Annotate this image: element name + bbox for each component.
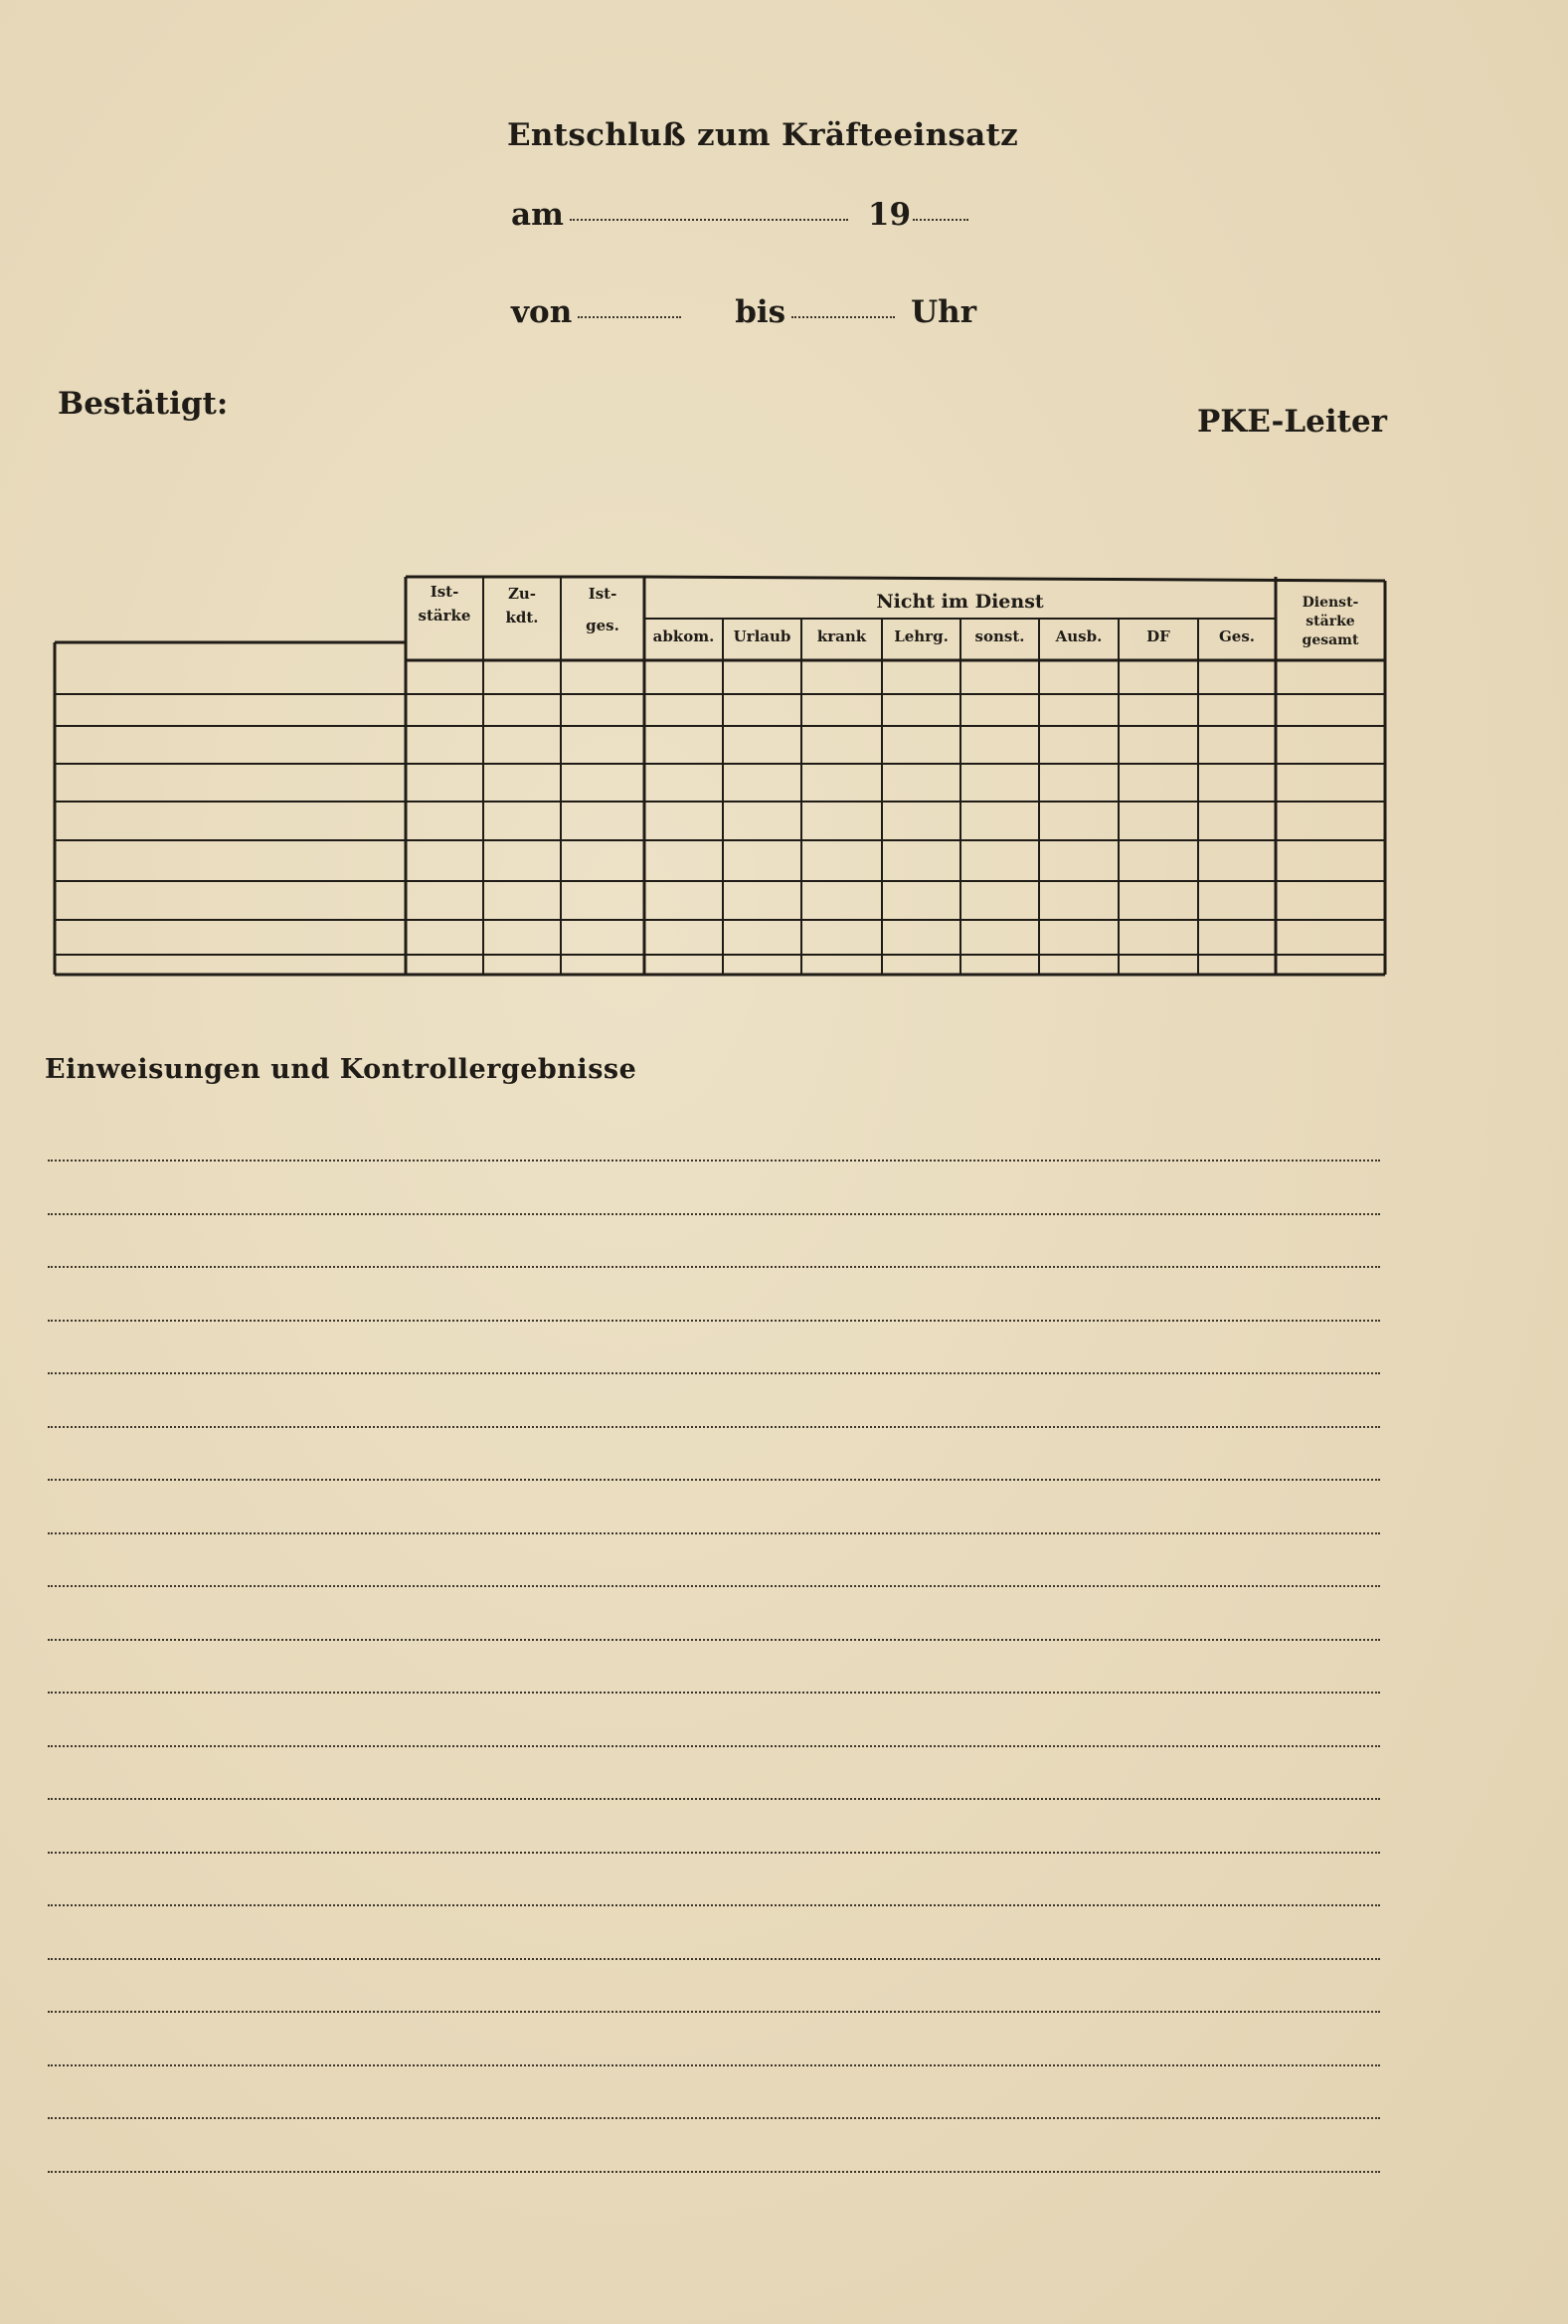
table-cell[interactable]: [408, 883, 481, 918]
notes-writing-line[interactable]: [48, 1160, 1380, 1162]
notes-writing-line[interactable]: [48, 2064, 1380, 2066]
header-ist-ges: Ist-ges.: [586, 585, 619, 634]
table-cell[interactable]: [1041, 766, 1117, 800]
table-cell[interactable]: [57, 728, 404, 762]
table-cell[interactable]: [884, 804, 958, 838]
table-cell[interactable]: [725, 662, 799, 692]
table-cell[interactable]: [725, 696, 799, 724]
time-to-label: bis: [735, 294, 786, 330]
table-cell[interactable]: [1121, 804, 1196, 838]
header-nicht-im-dienst: Nicht im Dienst: [876, 591, 1044, 613]
table-cell[interactable]: [1041, 662, 1117, 692]
table-cell[interactable]: [1121, 766, 1196, 800]
table-cell[interactable]: [408, 842, 481, 879]
table-cell[interactable]: [725, 804, 799, 838]
table-cell[interactable]: [57, 842, 404, 879]
notes-writing-line[interactable]: [48, 1585, 1380, 1587]
table-cell[interactable]: [803, 696, 880, 724]
notes-writing-line[interactable]: [48, 1426, 1380, 1428]
time-unit-label: Uhr: [911, 294, 977, 330]
table-cell[interactable]: [803, 883, 880, 918]
header-sub-6: DF: [1146, 627, 1170, 645]
table-cell[interactable]: [485, 696, 559, 724]
table-cell[interactable]: [803, 922, 880, 953]
table-cell[interactable]: [57, 696, 404, 724]
notes-writing-line[interactable]: [48, 1692, 1380, 1694]
table-cell[interactable]: [57, 957, 404, 973]
table-cell[interactable]: [57, 766, 404, 800]
header-top-border-right: [644, 577, 1385, 581]
table-cell[interactable]: [725, 957, 799, 973]
table-cell[interactable]: [408, 766, 481, 800]
table-cell[interactable]: [57, 804, 404, 838]
header-sub-4: sonst.: [974, 627, 1025, 645]
table-cell[interactable]: [803, 662, 880, 692]
notes-writing-line[interactable]: [48, 1639, 1380, 1641]
table-cell[interactable]: [1041, 842, 1117, 879]
table-cell[interactable]: [408, 804, 481, 838]
table-cell[interactable]: [962, 766, 1037, 800]
table-cell[interactable]: [725, 922, 799, 953]
notes-writing-line[interactable]: [48, 1213, 1380, 1215]
notes-writing-line[interactable]: [48, 1266, 1380, 1268]
table-cell[interactable]: [1121, 957, 1196, 973]
notes-writing-line[interactable]: [48, 1479, 1380, 1481]
table-cell[interactable]: [485, 766, 559, 800]
table-cells: [57, 662, 1383, 973]
table-cell[interactable]: [1278, 696, 1383, 724]
table-cell[interactable]: [563, 696, 642, 724]
table-cell[interactable]: [408, 922, 481, 953]
notes-writing-line[interactable]: [48, 1798, 1380, 1800]
notes-writing-line[interactable]: [48, 1320, 1380, 1322]
table-cell[interactable]: [1200, 883, 1274, 918]
table-cell[interactable]: [1121, 696, 1196, 724]
table-cell[interactable]: [57, 662, 404, 692]
table-cell[interactable]: [646, 842, 721, 879]
date-prefix-label: am: [511, 197, 564, 233]
notes-writing-line[interactable]: [48, 1958, 1380, 1960]
table-cell[interactable]: [884, 883, 958, 918]
header-sub-0: abkom.: [652, 627, 715, 645]
notes-writing-line[interactable]: [48, 1904, 1380, 1906]
table-cell[interactable]: [884, 766, 958, 800]
table-cell[interactable]: [1041, 696, 1117, 724]
table-cell[interactable]: [408, 662, 481, 692]
table-cell[interactable]: [408, 957, 481, 973]
table-cell[interactable]: [884, 922, 958, 953]
table-cell[interactable]: [1200, 696, 1274, 724]
table-cell[interactable]: [485, 728, 559, 762]
table-cell[interactable]: [1278, 804, 1383, 838]
table-cell[interactable]: [803, 804, 880, 838]
table-cell[interactable]: [803, 766, 880, 800]
notes-heading: Einweisungen und Kontrollergebnisse: [45, 1054, 637, 1085]
table-cell[interactable]: [408, 728, 481, 762]
notes-writing-line[interactable]: [48, 1852, 1380, 1854]
leader-label: PKE-Leiter: [1197, 404, 1387, 440]
table-cell[interactable]: [563, 804, 642, 838]
table-cell[interactable]: [563, 957, 642, 973]
table-cell[interactable]: [1121, 922, 1196, 953]
table-cell[interactable]: [884, 842, 958, 879]
table-cell[interactable]: [485, 804, 559, 838]
table-cell[interactable]: [646, 922, 721, 953]
table-cell[interactable]: [57, 883, 404, 918]
table-cell[interactable]: [1200, 728, 1274, 762]
table-cell[interactable]: [1278, 922, 1383, 953]
table-cell[interactable]: [1278, 728, 1383, 762]
table-cell[interactable]: [1278, 766, 1383, 800]
table-cell[interactable]: [1041, 922, 1117, 953]
table-cell[interactable]: [803, 957, 880, 973]
table-cell[interactable]: [1200, 766, 1274, 800]
header-sub-3: Lehrg.: [894, 627, 949, 645]
table-cell[interactable]: [884, 662, 958, 692]
table-cell[interactable]: [646, 696, 721, 724]
table-cell[interactable]: [962, 883, 1037, 918]
table-cell[interactable]: [563, 766, 642, 800]
table-cell[interactable]: [563, 922, 642, 953]
table-cell[interactable]: [1121, 883, 1196, 918]
table-cell[interactable]: [563, 662, 642, 692]
header-ist-staerke: Ist-stärke: [418, 583, 471, 625]
table-cell[interactable]: [563, 728, 642, 762]
table-cell[interactable]: [1200, 922, 1274, 953]
header-sub-1: Urlaub: [733, 627, 791, 645]
table-cell[interactable]: [408, 696, 481, 724]
notes-writing-line[interactable]: [48, 2117, 1380, 2119]
table-cell[interactable]: [1200, 662, 1274, 692]
table-cell[interactable]: [646, 766, 721, 800]
table-cell[interactable]: [485, 842, 559, 879]
table-cell[interactable]: [962, 957, 1037, 973]
table-cell[interactable]: [563, 842, 642, 879]
confirmed-label: Bestätigt:: [58, 386, 229, 422]
table-cell[interactable]: [563, 883, 642, 918]
table-cell[interactable]: [485, 662, 559, 692]
table-cell[interactable]: [725, 728, 799, 762]
table-cell[interactable]: [485, 957, 559, 973]
table-cell[interactable]: [1121, 662, 1196, 692]
header-dienststaerke-gesamt: Dienst-stärke gesamt: [1302, 595, 1359, 648]
table-cell[interactable]: [1041, 957, 1117, 973]
strength-table: [0, 0, 1568, 994]
notes-writing-line[interactable]: [48, 2171, 1380, 2173]
table-cell[interactable]: [962, 804, 1037, 838]
date-year-label: 19: [867, 197, 912, 233]
table-cell[interactable]: [646, 957, 721, 973]
table-cell[interactable]: [962, 842, 1037, 879]
table-cell[interactable]: [803, 842, 880, 879]
table-cell[interactable]: [725, 766, 799, 800]
table-cell[interactable]: [884, 696, 958, 724]
table-cell[interactable]: [962, 922, 1037, 953]
notes-writing-line[interactable]: [48, 1372, 1380, 1374]
header-sub-2: krank: [816, 627, 867, 645]
header-sub-5: Ausb.: [1055, 627, 1103, 645]
table-cell[interactable]: [1041, 804, 1117, 838]
table-cell[interactable]: [646, 728, 721, 762]
table-cell[interactable]: [646, 662, 721, 692]
header-sub-7: Ges.: [1218, 627, 1256, 645]
table-cell[interactable]: [1041, 883, 1117, 918]
table-cell[interactable]: [1121, 728, 1196, 762]
table-cell[interactable]: [1121, 842, 1196, 879]
form-title: Entschluß zum Kräfteeinsatz: [507, 117, 1019, 153]
table-cell[interactable]: [962, 662, 1037, 692]
header-zu-kdt: Zu-kdt.: [505, 585, 539, 626]
table-cell[interactable]: [1041, 728, 1117, 762]
table-cell[interactable]: [962, 696, 1037, 724]
table-cell[interactable]: [57, 922, 404, 953]
notes-writing-line[interactable]: [48, 1745, 1380, 1747]
table-cell[interactable]: [1200, 957, 1274, 973]
table-cell[interactable]: [884, 957, 958, 973]
table-cell[interactable]: [646, 883, 721, 918]
table-cell[interactable]: [1200, 804, 1274, 838]
table-cell[interactable]: [884, 728, 958, 762]
table-cell[interactable]: [485, 883, 559, 918]
table-cell[interactable]: [1278, 662, 1383, 692]
table-cell[interactable]: [1278, 957, 1383, 973]
table-cell[interactable]: [803, 728, 880, 762]
table-cell[interactable]: [725, 842, 799, 879]
table-headers: [419, 583, 1359, 648]
table-cell[interactable]: [725, 883, 799, 918]
table-cell[interactable]: [1278, 883, 1383, 918]
table-cell[interactable]: [646, 804, 721, 838]
notes-writing-line[interactable]: [48, 1532, 1380, 1534]
table-cell[interactable]: [1278, 842, 1383, 879]
time-from-label: von: [511, 294, 573, 330]
table-cell[interactable]: [962, 728, 1037, 762]
table-cell[interactable]: [485, 922, 559, 953]
table-cell[interactable]: [1200, 842, 1274, 879]
notes-writing-line[interactable]: [48, 2011, 1380, 2013]
